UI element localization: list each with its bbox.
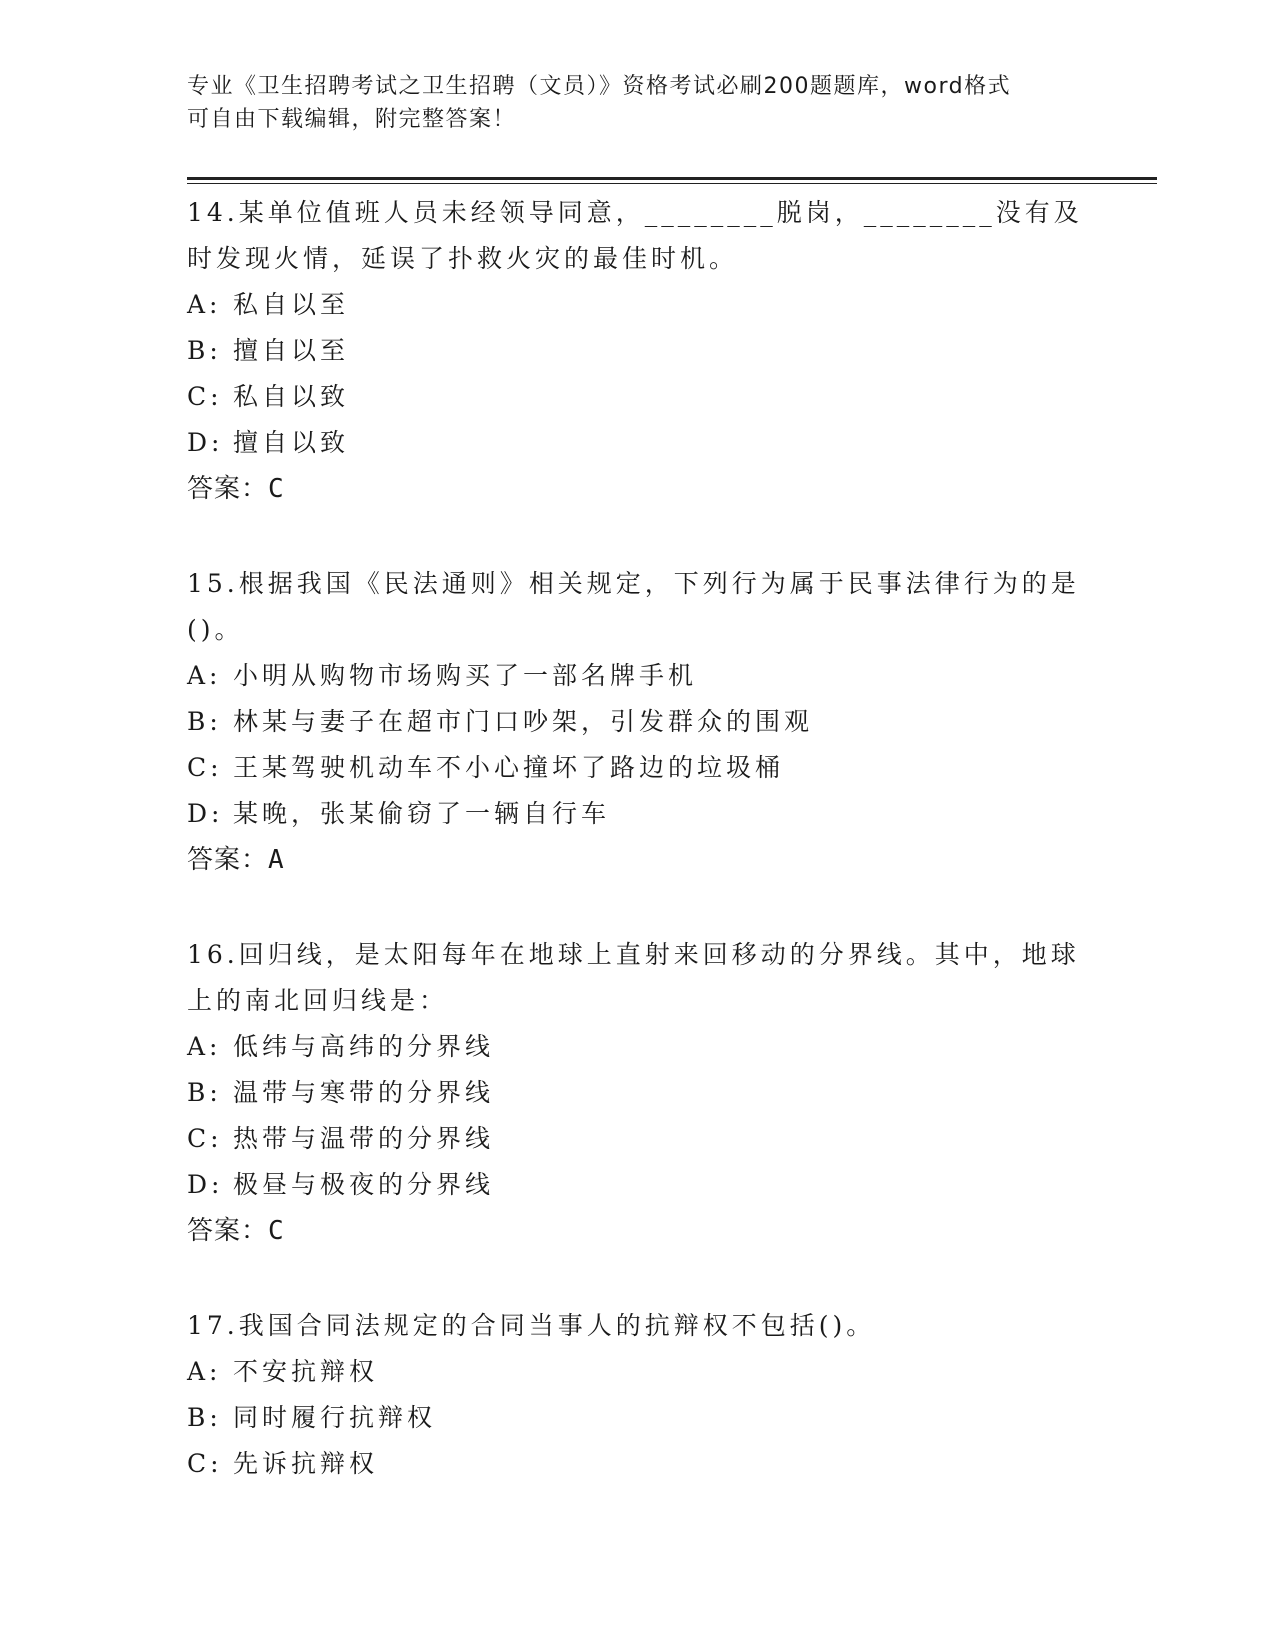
question-16 [187, 932, 1087, 1254]
answer-label: 答案： [187, 845, 269, 875]
answer-line [187, 837, 1087, 883]
option-d [187, 1162, 1087, 1208]
option-c [187, 745, 1087, 791]
option-text: 某晚，张某偷窃了一辆自行车 [233, 799, 611, 828]
question-14 [187, 190, 1087, 512]
header-divider-thin [187, 183, 1157, 184]
option-b [187, 699, 1087, 745]
option-text: 温带与寒带的分界线 [233, 1078, 495, 1107]
option-d [187, 791, 1087, 837]
option-key: B: [187, 707, 222, 736]
answer-value: A [268, 845, 285, 875]
header-line-1: 专业《卫生招聘考试之卫生招聘（文员）》资格考试必刷200题题库，word格式 [187, 74, 1012, 99]
option-text: 先诉抗辩权 [233, 1449, 379, 1478]
question-stem: 17.我国合同法规定的合同当事人的抗辩权不包括()。 [187, 1311, 876, 1340]
option-b [187, 1070, 1087, 1116]
option-text: 极昼与极夜的分界线 [233, 1170, 495, 1199]
option-text: 小明从购物市场购买了一部名牌手机 [233, 661, 698, 690]
option-key: D: [187, 428, 224, 457]
option-key: B: [187, 1078, 222, 1107]
option-text: 私自以致 [233, 382, 350, 411]
option-key: C: [187, 382, 223, 411]
question-stem: 15.根据我国《民法通则》相关规定，下列行为属于民事法律行为的是()。 [187, 569, 1080, 644]
option-a [187, 282, 1087, 328]
answer-value: C [268, 474, 285, 504]
option-a [187, 1349, 1087, 1395]
header-divider-thick [187, 177, 1157, 180]
answer-line [187, 466, 1087, 512]
option-a [187, 1024, 1087, 1070]
option-key: C: [187, 1449, 223, 1478]
option-key: B: [187, 1403, 222, 1432]
question-list [187, 190, 1087, 1487]
option-a [187, 653, 1087, 699]
option-text: 不安抗辩权 [233, 1357, 379, 1386]
option-key: C: [187, 1124, 223, 1153]
option-text: 低纬与高纬的分界线 [233, 1032, 495, 1061]
option-text: 王某驾驶机动车不小心撞坏了路边的垃圾桶 [233, 753, 785, 782]
header-line-2: 可自由下载编辑，附完整答案！ [187, 107, 517, 132]
option-text: 热带与温带的分界线 [233, 1124, 495, 1153]
option-c [187, 1441, 1087, 1487]
page-header [187, 70, 1087, 136]
option-text: 林某与妻子在超市门口吵架，引发群众的围观 [233, 707, 814, 736]
option-key: A: [187, 1357, 222, 1386]
question-17 [187, 1303, 1087, 1487]
option-key: D: [187, 1170, 224, 1199]
option-key: A: [187, 661, 222, 690]
answer-label: 答案： [187, 474, 269, 504]
option-text: 私自以至 [233, 290, 350, 319]
option-key: A: [187, 290, 222, 319]
question-stem: 16.回归线，是太阳每年在地球上直射来回移动的分界线。其中，地球上的南北回归线是： [187, 940, 1080, 1015]
option-key: A: [187, 1032, 222, 1061]
option-c [187, 374, 1087, 420]
option-c [187, 1116, 1087, 1162]
option-text: 同时履行抗辩权 [233, 1403, 437, 1432]
option-b [187, 1395, 1087, 1441]
option-text: 擅自以至 [233, 336, 350, 365]
option-d [187, 420, 1087, 466]
option-key: C: [187, 753, 223, 782]
option-text: 擅自以致 [233, 428, 350, 457]
option-key: D: [187, 799, 224, 828]
option-key: B: [187, 336, 222, 365]
question-stem: 14.某单位值班人员未经领导同意，________脱岗，________没有及时发现火情，延误了扑救火灾的最佳时机。 [187, 198, 1083, 273]
option-b [187, 328, 1087, 374]
answer-label: 答案： [187, 1216, 269, 1246]
answer-value: C [268, 1216, 285, 1246]
answer-line [187, 1208, 1087, 1254]
question-15 [187, 561, 1087, 883]
